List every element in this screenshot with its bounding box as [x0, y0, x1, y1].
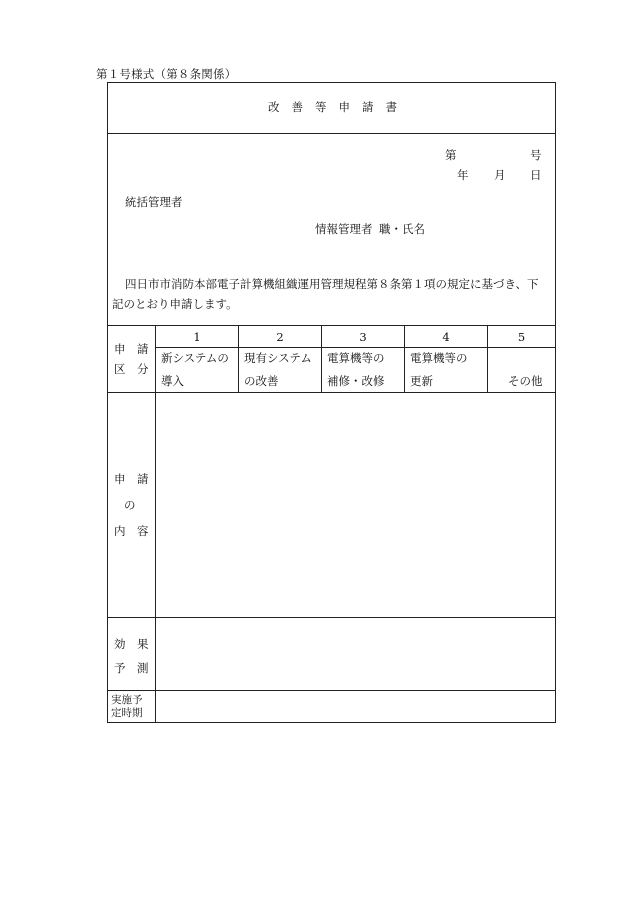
category-3-line-1: 電算機等の [327, 351, 385, 365]
date-month-label: 月 [494, 168, 506, 182]
date-year-label: 年 [457, 168, 469, 182]
category-3-line-2: 補修・改修 [327, 374, 385, 388]
applicant-title-name: 職・氏名 [379, 222, 425, 236]
category-1-line-2: 導入 [161, 374, 184, 388]
effect-label-line-1: 効 果 [114, 637, 149, 651]
application-form [107, 82, 556, 723]
form-title: 改善等申請書 [268, 100, 409, 114]
divider-title [108, 133, 555, 134]
category-1-line-1: 新システムの [161, 351, 229, 365]
content-label-line-2: の [124, 498, 136, 512]
addressee: 統括管理者 [125, 195, 183, 209]
category-5-number: 5 [517, 330, 526, 344]
schedule-label-line-1: 実施予 [111, 694, 143, 706]
body-text-line-2: 記のとおり申請します。 [112, 297, 238, 311]
divider-category-numbers [155, 347, 555, 348]
category-2-line-1: 現有システム [244, 351, 312, 365]
category-2-number: 2 [276, 330, 284, 344]
category-1-number: 1 [193, 330, 201, 344]
category-label-bottom: 区 分 [114, 362, 149, 376]
category-5-line-2: その他 [508, 374, 543, 388]
applicant-role: 情報管理者 [315, 222, 373, 236]
category-2-line-2: の改善 [244, 374, 279, 388]
body-text-line-1: 四日市市消防本部電子計算機組織運用管理規程第８条第１項の規定に基づき、下 [125, 277, 539, 291]
category-4-number: 4 [442, 330, 450, 344]
content-field[interactable] [156, 393, 555, 617]
receipt-number-prefix: 第 [445, 148, 457, 162]
form-number-label: 第１号様式（第８条関係） [96, 67, 237, 81]
schedule-field[interactable] [156, 691, 555, 722]
date-day-label: 日 [530, 168, 542, 182]
category-4-line-2: 更新 [410, 374, 433, 388]
receipt-number-suffix: 号 [530, 148, 542, 162]
category-label-top: 申 請 [114, 342, 149, 356]
category-3-number: 3 [359, 330, 367, 344]
effect-label-line-2: 予 測 [114, 661, 149, 675]
content-label-line-1: 申 請 [114, 472, 149, 486]
effect-field[interactable] [156, 618, 555, 690]
schedule-label-line-2: 定時期 [111, 707, 143, 719]
content-label-line-3: 内 容 [114, 524, 149, 538]
category-4-line-1: 電算機等の [410, 351, 468, 365]
